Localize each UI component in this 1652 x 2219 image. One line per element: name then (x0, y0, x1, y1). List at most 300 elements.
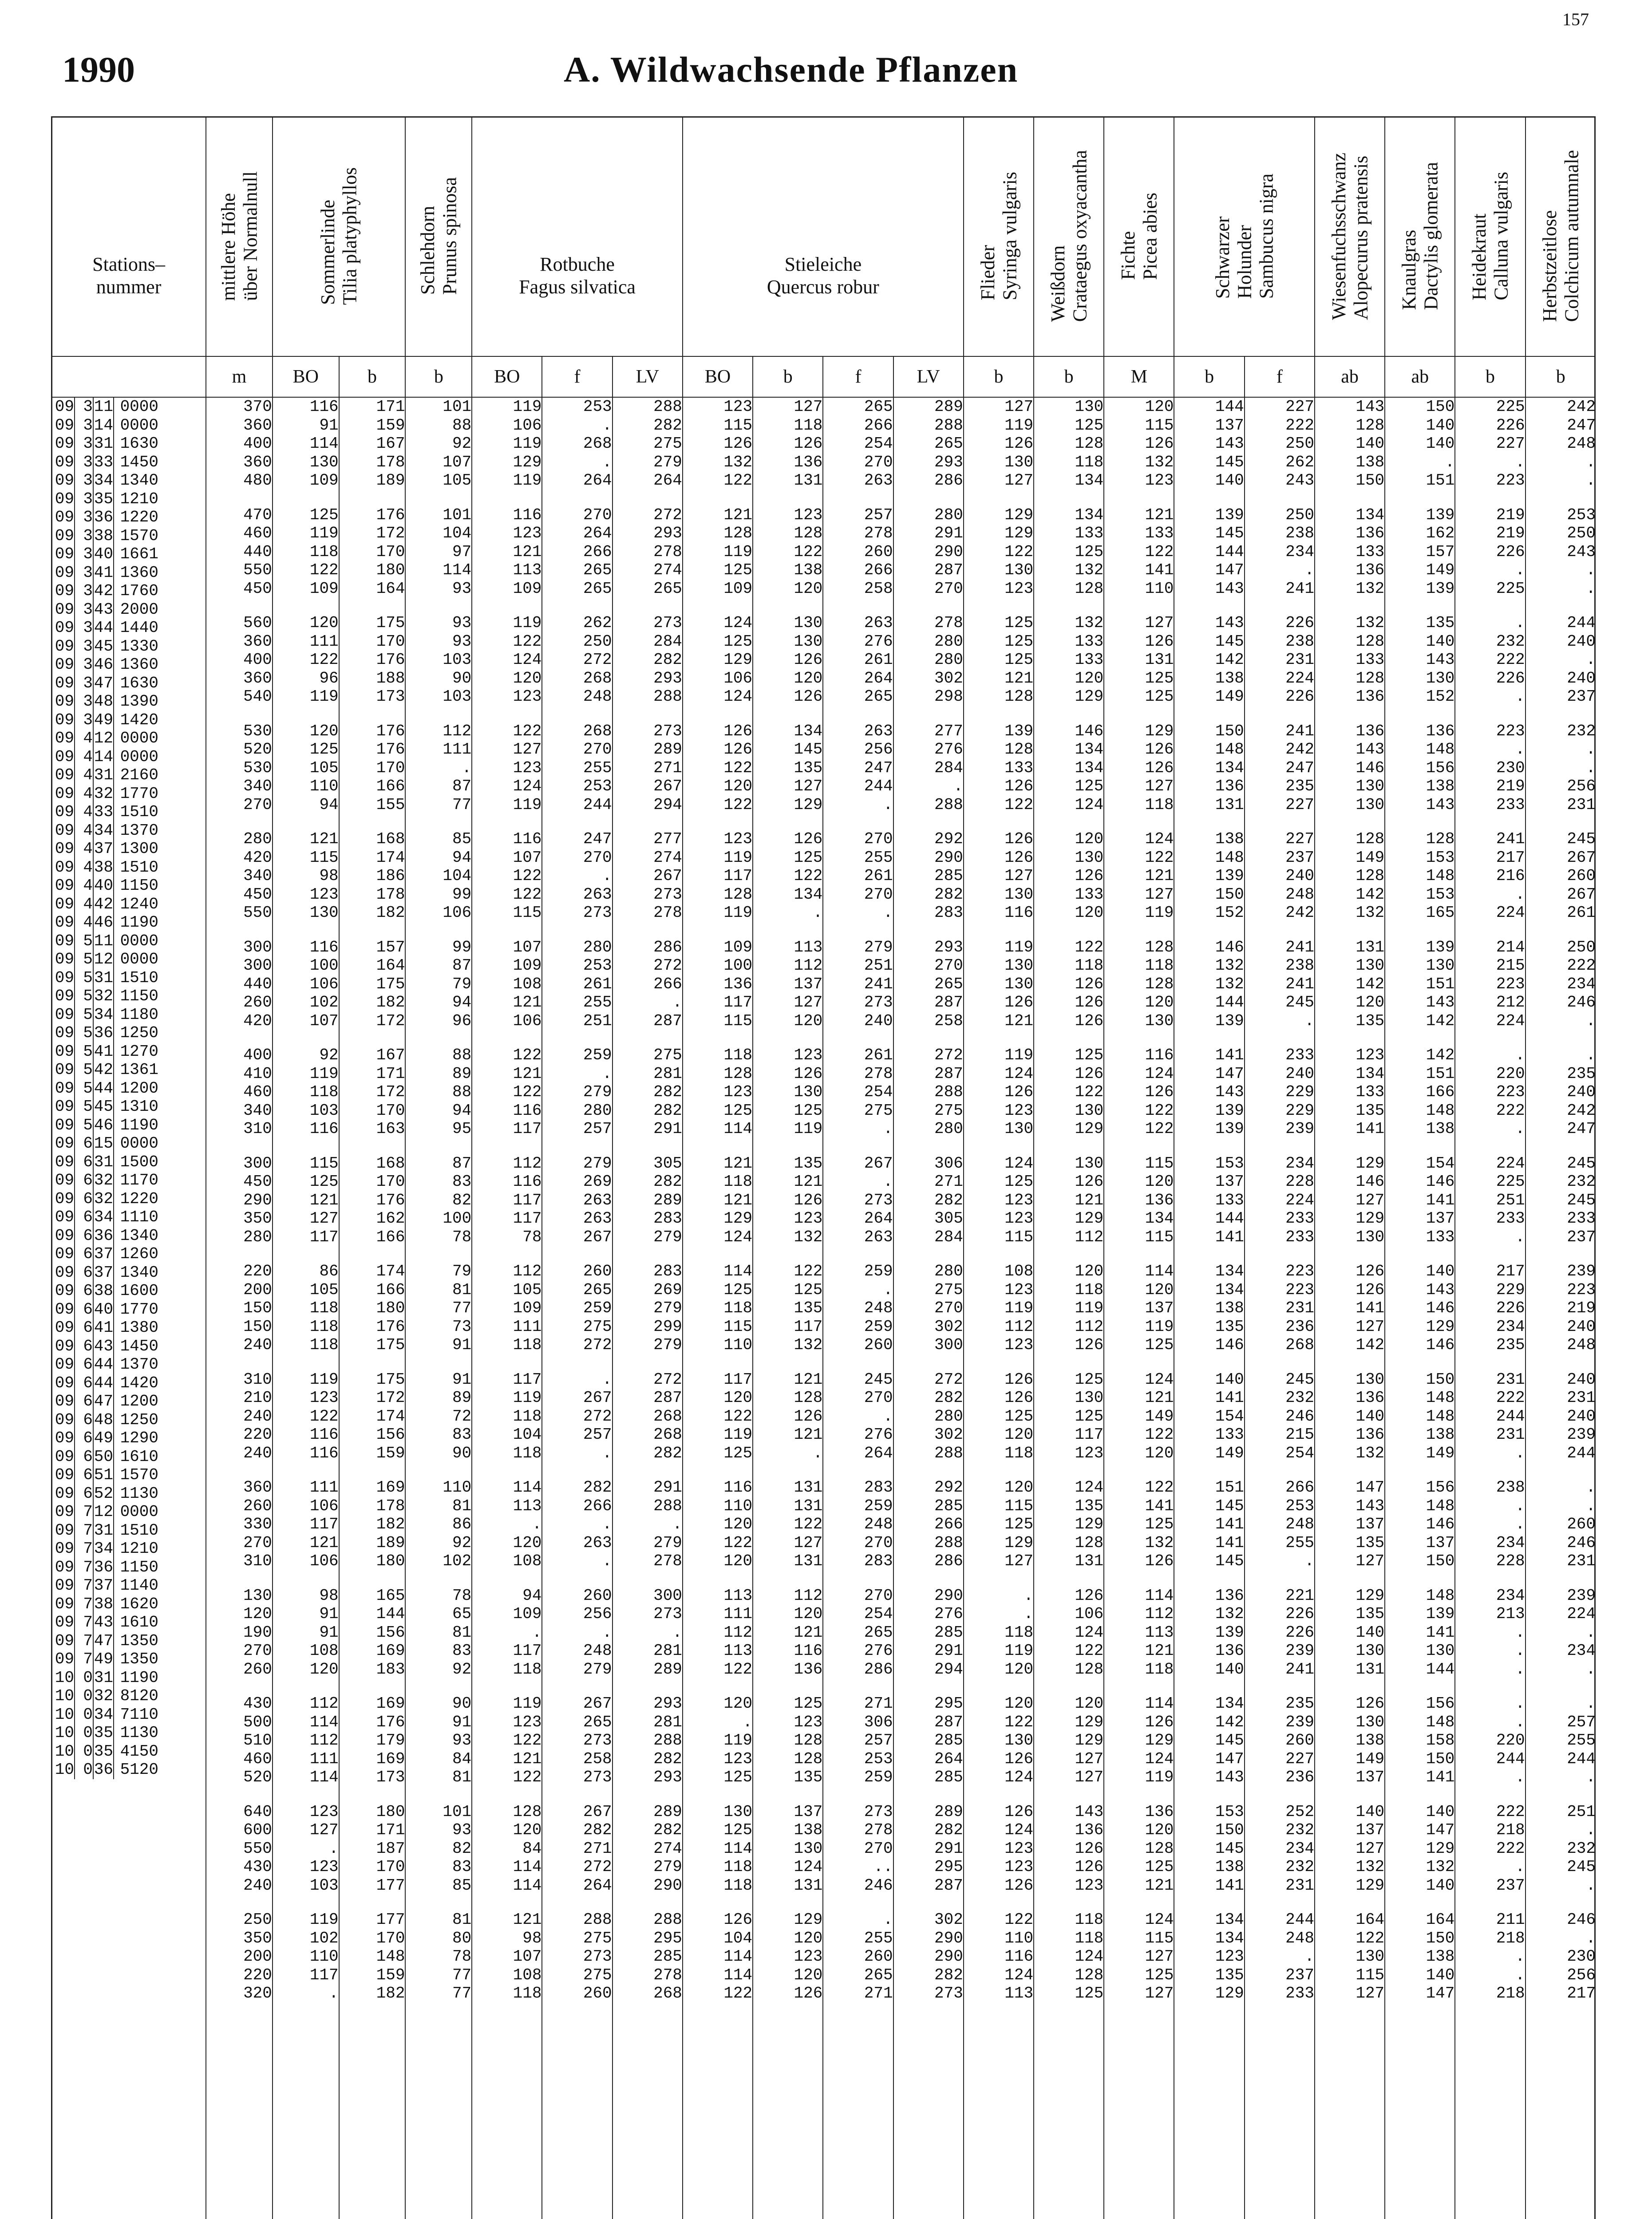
row-block (1385, 1478, 1454, 1571)
table-cell: 116 (309, 1120, 339, 1138)
table-cell: 261 (864, 1046, 893, 1064)
table-cell: 132 (723, 453, 753, 471)
table-cell: 106 (513, 1011, 542, 1030)
station-part: 38 (93, 1595, 113, 1614)
table-cell: 239 (1285, 1642, 1314, 1660)
table-cell: 400 (243, 651, 272, 669)
table-cell: 291 (653, 1478, 682, 1496)
row-block (1385, 1370, 1454, 1463)
row-block (206, 1154, 272, 1247)
table-cell: 128 (1075, 579, 1104, 598)
table-cell: 142 (1356, 885, 1385, 904)
station-part: 49 (93, 1650, 113, 1669)
table-cell: 121 (309, 1191, 339, 1209)
table-cell: 115 (1004, 1496, 1034, 1515)
table-cell: 215 (1496, 956, 1525, 975)
table-cell: . (1515, 1642, 1525, 1660)
station-part: 6 (74, 1429, 93, 1448)
table-cell: 122 (1145, 848, 1174, 867)
table-cell: 278 (653, 1966, 682, 1984)
table-cell: 114 (723, 1262, 753, 1280)
row-block (542, 1262, 612, 1354)
table-cell: . (813, 1444, 823, 1462)
table-cell: 170 (376, 758, 405, 777)
table-cell: 275 (934, 1280, 963, 1299)
table-cell: 226 (1285, 1623, 1314, 1642)
table-cell: 183 (376, 1660, 405, 1678)
row-block (894, 1046, 963, 1138)
table-cell: 254 (864, 1083, 893, 1101)
unit-label: BO (273, 356, 339, 397)
table-cell: 264 (934, 1749, 963, 1768)
table-cell: 223 (1567, 1280, 1596, 1299)
table-cell: 123 (1004, 1101, 1034, 1120)
table-cell: 98 (319, 1586, 339, 1605)
table-cell: 130 (1356, 1228, 1385, 1246)
row-block (1034, 722, 1103, 814)
station-part: 09 (55, 729, 74, 747)
table-cell: 270 (864, 1586, 893, 1605)
table-cell: 122 (723, 1660, 753, 1678)
station-part: 09 (55, 545, 74, 563)
unit-label: ab (1315, 356, 1385, 397)
table-cell: 266 (864, 561, 893, 579)
table-cell: 302 (934, 1911, 963, 1929)
table-cell: 87 (452, 1154, 472, 1173)
station-number (52, 619, 206, 637)
table-cell: 124 (1145, 1370, 1174, 1389)
table-cell: 148 (1426, 1407, 1455, 1425)
table-cell: 182 (376, 904, 405, 922)
table-cell: 440 (243, 542, 272, 561)
table-cell: 107 (513, 848, 542, 867)
table-cell: 148 (1426, 1389, 1455, 1407)
table-cell: 175 (376, 975, 405, 993)
table-cell: 114 (723, 1120, 753, 1138)
table-cell: 129 (1004, 1533, 1034, 1552)
table-cell: 148 (1215, 740, 1244, 758)
table-cell: 114 (723, 1839, 753, 1858)
table-cell: 124 (1004, 1064, 1034, 1083)
table-cell: 225 (1496, 1173, 1525, 1191)
table-cell: 138 (1426, 1425, 1455, 1444)
table-cell: 282 (653, 1101, 682, 1120)
table-cell: 110 (723, 1336, 753, 1354)
table-cell: 140 (1426, 1876, 1455, 1895)
table-cell: 124 (513, 651, 542, 669)
table-cell: 500 (243, 1713, 272, 1731)
table-cell: 156 (376, 1425, 405, 1444)
station-part: 7 (74, 1595, 93, 1614)
table-cell: 288 (934, 416, 963, 434)
table-cell: 244 (1567, 1749, 1596, 1768)
table-cell: 120 (1145, 1444, 1174, 1462)
table-cell: 105 (443, 471, 472, 490)
table-cell: . (602, 1552, 612, 1570)
table-cell: 281 (653, 1642, 682, 1660)
station-part: 37 (93, 1576, 113, 1595)
row-block (823, 722, 893, 814)
station-part: 5 (74, 1061, 93, 1079)
table-cell: 98 (522, 1929, 542, 1947)
station-part: 3 (74, 508, 93, 527)
station-part: 10 (55, 1687, 74, 1705)
table-cell: 112 (513, 1262, 542, 1280)
row-block (542, 1911, 612, 2003)
table-cell: 261 (583, 975, 612, 993)
table-cell: 118 (1145, 956, 1174, 975)
station-part: 09 (55, 1466, 74, 1484)
table-cell: 253 (583, 956, 612, 975)
table-cell: 128 (1145, 1839, 1174, 1858)
table-cell: 273 (864, 1191, 893, 1209)
row-block (472, 1154, 541, 1247)
table-cell: 271 (864, 1694, 893, 1713)
table-cell: 129 (1215, 1984, 1244, 2002)
table-cell: 286 (653, 938, 682, 956)
table-cell: 155 (376, 795, 405, 814)
table-cell: 268 (583, 434, 612, 453)
table-cell: 123 (794, 505, 823, 524)
table-cell: 246 (1285, 1407, 1314, 1425)
table-cell: 276 (864, 1642, 893, 1660)
table-cell: 237 (1567, 1228, 1596, 1246)
table-cell: 125 (794, 848, 823, 867)
table-cell: 140 (1356, 434, 1385, 453)
table-cell: 248 (1285, 1929, 1314, 1947)
station-part: 15 (93, 1134, 113, 1153)
table-cell: 112 (794, 1586, 823, 1605)
station-part: 34 (93, 471, 113, 490)
table-cell: 241 (1496, 830, 1525, 848)
table-cell: 136 (1356, 561, 1385, 579)
station-part: 3 (74, 692, 93, 711)
station-part: 1620 (113, 1595, 158, 1614)
station-part: 49 (93, 711, 113, 730)
table-cell: 81 (452, 1280, 472, 1299)
data-column (1455, 397, 1525, 2219)
table-cell: 250 (243, 1911, 272, 1929)
table-cell: 150 (1426, 1370, 1455, 1389)
station-part: 09 (55, 434, 74, 453)
table-cell: 130 (1356, 777, 1385, 795)
table-cell: 288 (653, 1496, 682, 1515)
table-cell: 128 (794, 1749, 823, 1768)
table-cell: 270 (864, 885, 893, 904)
station-part: 4 (74, 858, 93, 877)
row-block (206, 614, 272, 706)
table-cell: 127 (309, 1821, 339, 1839)
row-block (340, 1694, 405, 1787)
row-block (964, 830, 1033, 922)
table-cell: 255 (583, 758, 612, 777)
table-cell: 121 (794, 1425, 823, 1444)
table-cell: 119 (309, 1911, 339, 1929)
table-cell: 119 (723, 904, 753, 922)
table-cell: 128 (723, 524, 753, 542)
table-cell: 125 (1075, 416, 1104, 434)
table-cell: 139 (1215, 505, 1244, 524)
station-part: 1340 (113, 1263, 158, 1282)
unit-label: b (1034, 356, 1104, 397)
table-cell: 113 (794, 938, 823, 956)
table-cell: 107 (513, 938, 542, 956)
table-cell: 280 (583, 1101, 612, 1120)
table-cell: 279 (653, 1228, 682, 1246)
row-block (1174, 1803, 1244, 1895)
table-cell: 126 (1004, 1749, 1034, 1768)
table-cell: 270 (864, 1839, 893, 1858)
table-cell: 288 (934, 1444, 963, 1462)
table-cell: 170 (376, 542, 405, 561)
row-block (683, 1262, 752, 1354)
table-cell: 129 (513, 453, 542, 471)
table-cell: 129 (1145, 722, 1174, 740)
table-cell: 135 (794, 1299, 823, 1317)
station-part: 1370 (113, 821, 158, 840)
row-block (1034, 1154, 1103, 1247)
row-block (683, 1911, 752, 2003)
station-part: 1210 (113, 490, 158, 509)
table-cell: 128 (1145, 975, 1174, 993)
table-cell: 120 (1356, 993, 1385, 1011)
table-cell: 246 (1567, 1911, 1596, 1929)
table-cell: 95 (452, 1120, 472, 1138)
table-cell: 144 (376, 1605, 405, 1623)
station-part: 12 (93, 1503, 113, 1521)
row-block (1174, 830, 1244, 922)
table-cell: 118 (513, 1444, 542, 1462)
station-part: 42 (93, 582, 113, 600)
station-part: 09 (55, 1595, 74, 1613)
table-cell: 116 (309, 398, 339, 416)
table-cell: 91 (452, 1713, 472, 1731)
table-cell: 117 (309, 1515, 339, 1533)
station-part: 1140 (113, 1576, 158, 1595)
station-part: 3 (74, 582, 93, 600)
table-cell: 360 (243, 453, 272, 471)
station-part: 1300 (113, 840, 158, 858)
table-cell: 282 (934, 1191, 963, 1209)
table-cell: 272 (934, 1046, 963, 1064)
table-cell: 263 (864, 722, 893, 740)
table-cell: 220 (243, 1425, 272, 1444)
table-cell: 176 (376, 740, 405, 758)
table-cell: 149 (1426, 561, 1455, 579)
table-cell: . (1586, 1768, 1596, 1786)
table-cell: . (1515, 885, 1525, 904)
table-cell: 177 (376, 1876, 405, 1895)
table-cell: 125 (1004, 1173, 1034, 1191)
table-cell: 125 (1145, 1858, 1174, 1876)
table-cell: 107 (309, 1011, 339, 1030)
station-number (52, 766, 206, 785)
row-block (964, 614, 1033, 706)
table-cell: 133 (1356, 542, 1385, 561)
table-cell: 154 (1426, 1154, 1455, 1173)
table-cell: 300 (243, 938, 272, 956)
table-cell: 275 (583, 1929, 612, 1947)
table-cell: 119 (309, 524, 339, 542)
station-part: 1661 (113, 545, 158, 564)
station-part: 1350 (113, 1632, 158, 1650)
table-cell: 126 (1145, 1552, 1174, 1570)
station-part: 7 (74, 1521, 93, 1540)
table-cell: . (1515, 1947, 1525, 1966)
table-cell: 265 (864, 1966, 893, 1984)
station-part: 36 (93, 1227, 113, 1245)
table-cell: 136 (1075, 1821, 1104, 1839)
table-cell: 146 (1075, 722, 1104, 740)
station-number (52, 508, 206, 527)
row-block (1385, 1911, 1454, 2003)
table-cell: . (1515, 1694, 1525, 1713)
station-part: 5 (74, 987, 93, 1006)
table-cell: 125 (1004, 651, 1034, 669)
table-cell: . (1515, 1768, 1525, 1786)
row-block (823, 938, 893, 1031)
row-block (472, 722, 541, 814)
row-block (340, 938, 405, 1031)
table-cell: 122 (1075, 938, 1104, 956)
table-cell: 151 (1426, 471, 1455, 490)
table-cell: 289 (934, 398, 963, 416)
table-cell: 288 (653, 398, 682, 416)
table-cell: 275 (864, 1101, 893, 1120)
table-cell: 227 (1285, 830, 1314, 848)
table-cell: 211 (1496, 1911, 1525, 1929)
table-cell: 145 (1215, 1731, 1244, 1749)
station-part: 09 (55, 1337, 74, 1355)
table-cell: 273 (864, 993, 893, 1011)
table-cell: . (672, 1623, 682, 1642)
table-cell: 153 (1215, 1802, 1244, 1821)
table-cell: 550 (243, 1839, 272, 1858)
station-number (52, 1742, 206, 1761)
table-cell: 122 (513, 867, 542, 885)
table-cell: 290 (934, 1586, 963, 1605)
table-cell: 116 (513, 1101, 542, 1120)
table-cell: 263 (583, 1209, 612, 1228)
table-cell: 245 (1567, 1154, 1596, 1173)
table-cell: 267 (583, 1802, 612, 1821)
table-cell: 237 (1496, 1876, 1525, 1895)
table-cell: 123 (794, 1713, 823, 1731)
table-cell: 135 (1356, 1011, 1385, 1030)
table-cell: 242 (1285, 904, 1314, 922)
row-block (1034, 1046, 1103, 1138)
station-part: 09 (55, 526, 74, 545)
table-cell: 118 (1004, 1623, 1034, 1642)
table-cell: 234 (1567, 1642, 1596, 1660)
table-cell: 136 (1215, 1586, 1244, 1605)
table-cell: 147 (1215, 561, 1244, 579)
station-part: 3 (74, 619, 93, 637)
table-cell: 136 (794, 1660, 823, 1678)
table-cell: 91 (452, 1336, 472, 1354)
table-cell: 600 (243, 1821, 272, 1839)
column-header-label: Stieleiche Quercus robur (767, 253, 879, 298)
table-cell: 288 (653, 687, 682, 706)
station-part: 4 (74, 766, 93, 785)
table-cell: 430 (243, 1858, 272, 1876)
station-part: 1570 (113, 1466, 158, 1485)
station-part: 09 (55, 471, 74, 490)
station-number (52, 1116, 206, 1135)
table-cell: . (1515, 1515, 1525, 1533)
row-block (964, 938, 1033, 1031)
table-cell: 109 (513, 956, 542, 975)
station-part: 43 (93, 1337, 113, 1356)
table-cell: 94 (452, 848, 472, 867)
row-block (472, 1370, 541, 1463)
table-cell: 123 (794, 1046, 823, 1064)
data-column (1034, 397, 1104, 2219)
table-cell: 143 (1215, 434, 1244, 453)
row-block (406, 1911, 471, 2003)
table-cell: 266 (583, 1496, 612, 1515)
table-cell: 236 (1285, 1317, 1314, 1336)
table-cell: 115 (723, 1011, 753, 1030)
station-part: 37 (93, 1263, 113, 1282)
table-cell: 278 (653, 1552, 682, 1570)
table-cell: 310 (243, 1120, 272, 1138)
table-cell: 240 (243, 1876, 272, 1895)
table-cell: 120 (309, 1660, 339, 1678)
table-cell: 122 (309, 1407, 339, 1425)
row-block (1245, 614, 1314, 706)
station-part: 6 (74, 1153, 93, 1172)
row-block (1455, 614, 1525, 706)
row-block (340, 1370, 405, 1463)
table-cell: 280 (243, 830, 272, 848)
row-block (613, 1587, 682, 1679)
table-cell: 128 (1075, 1966, 1104, 1984)
table-cell: 223 (1496, 975, 1525, 993)
table-cell: 126 (1075, 1858, 1104, 1876)
table-cell: 260 (243, 1660, 272, 1678)
table-cell: 128 (513, 1802, 542, 1821)
row-block (1315, 1478, 1384, 1571)
row-block (206, 1911, 272, 2003)
table-cell: 130 (1356, 795, 1385, 814)
table-cell: 125 (1145, 1336, 1174, 1354)
table-cell: 158 (1426, 1731, 1455, 1749)
row-block (1455, 1911, 1525, 2003)
table-cell: 145 (1215, 1496, 1244, 1515)
table-cell: 126 (723, 434, 753, 453)
row-block (472, 614, 541, 706)
column-header-label: Weißdorn Crataegus oxyacantha (1047, 150, 1091, 322)
table-cell: 278 (653, 904, 682, 922)
table-cell: 98 (319, 867, 339, 885)
table-cell: 117 (309, 1966, 339, 1984)
table-cell: 200 (243, 1280, 272, 1299)
table-cell: 268 (583, 669, 612, 687)
table-cell: 257 (864, 505, 893, 524)
table-cell: 129 (1075, 1515, 1104, 1533)
station-part: 1510 (113, 803, 158, 821)
table-cell: 173 (376, 1768, 405, 1786)
table-cell: 128 (794, 1731, 823, 1749)
row-block (613, 1911, 682, 2003)
table-cell: 251 (1496, 1191, 1525, 1209)
table-cell: 125 (1145, 669, 1174, 687)
table-cell: 105 (309, 758, 339, 777)
station-part: 1360 (113, 655, 158, 674)
table-cell: 112 (443, 722, 472, 740)
station-number (52, 490, 206, 509)
